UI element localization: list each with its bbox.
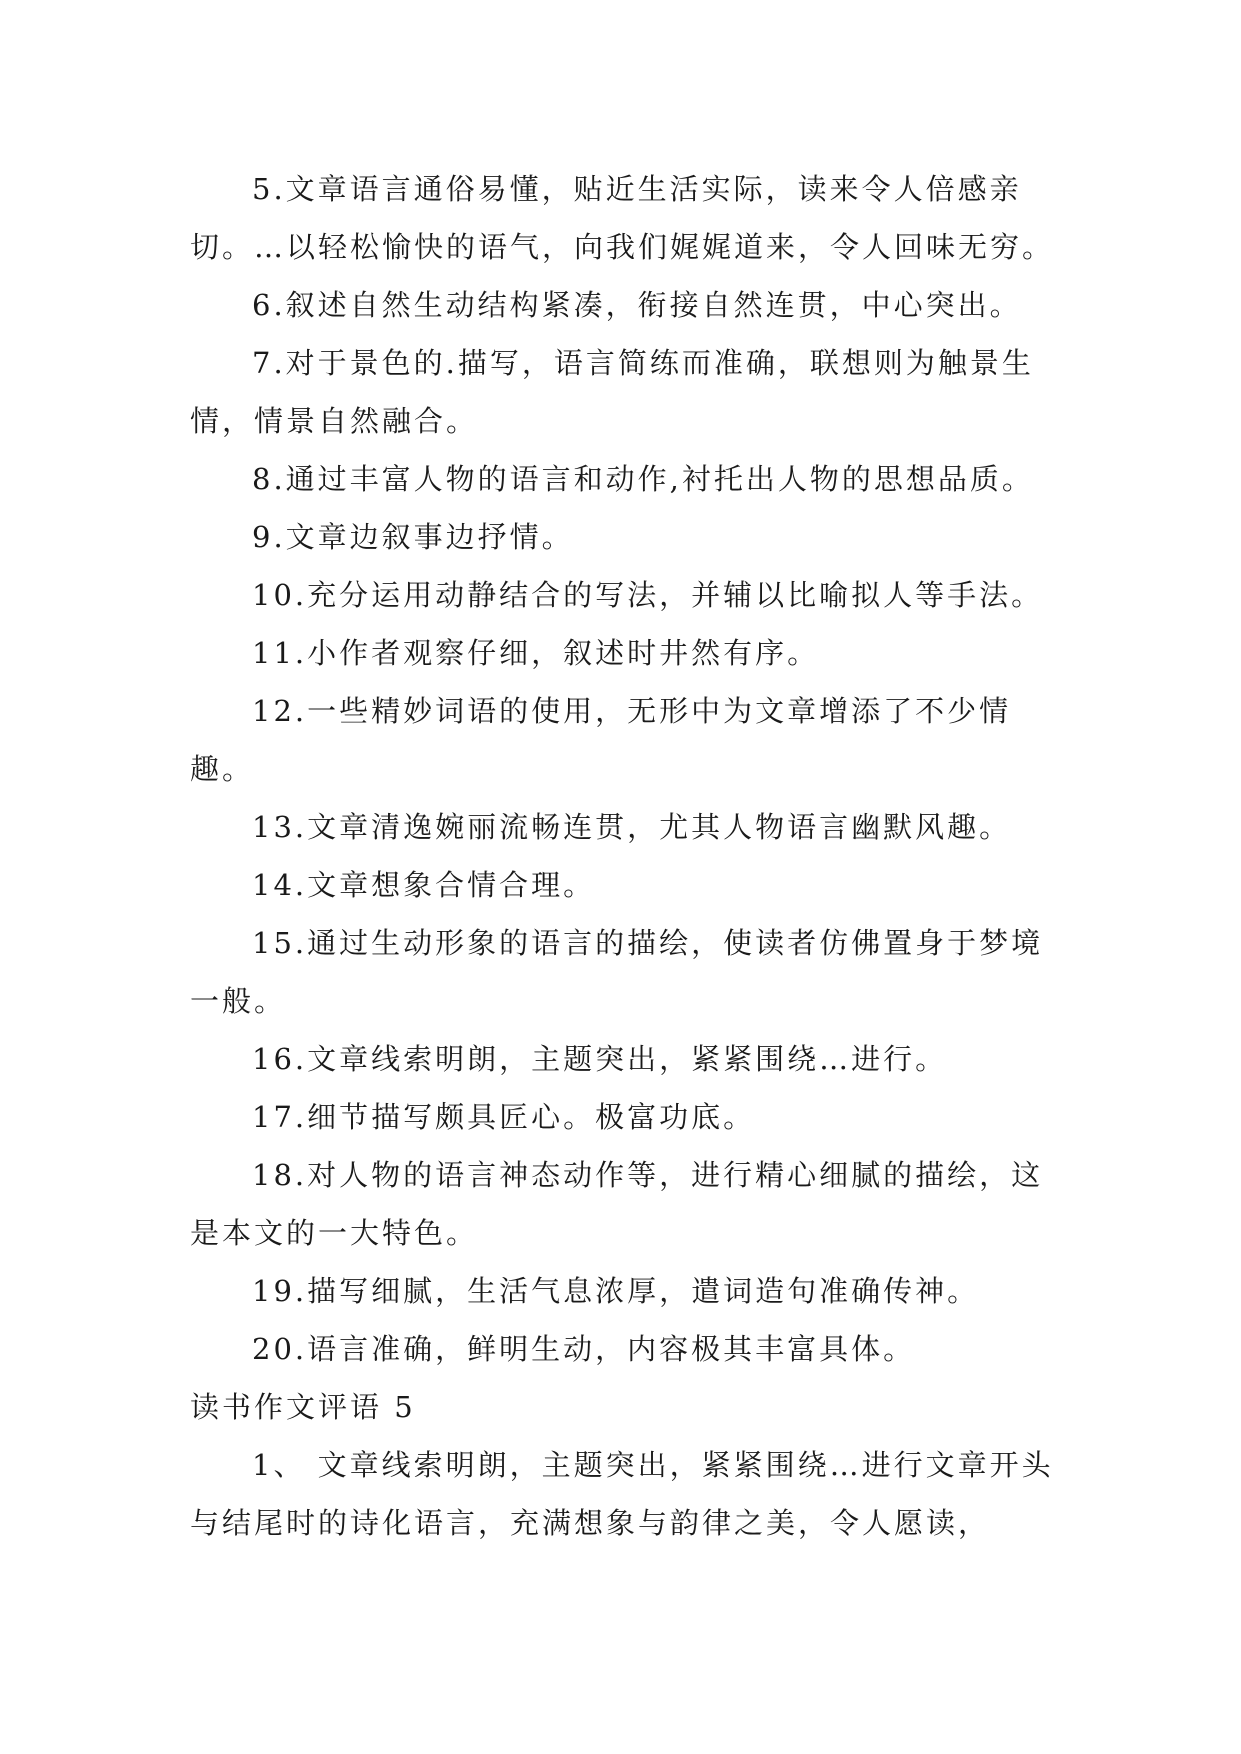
paragraph-6: 6.叙述自然生动结构紧凑，衔接自然连贯，中心突出。 (252, 288, 1022, 322)
paragraph-7: 7.对于景色的.描写，语言简练而准确，联想则为触景生情，情景自然融合。 (190, 346, 1034, 438)
paragraph-19: 19.描写细腻，生活气息浓厚，遣词造句准确传神。 (252, 1274, 980, 1308)
paragraph-15: 15.通过生动形象的语言的描绘，使读者仿佛置身于梦境一般。 (190, 926, 1044, 1018)
paragraph-18: 18.对人物的语言神态动作等，进行精心细腻的描绘，这是本文的一大特色。 (190, 1158, 1044, 1250)
paragraph-16: 16.文章线索明朗，主题突出，紧紧围绕…进行。 (252, 1042, 948, 1076)
paragraph-section-1: 1、 文章线索明朗，主题突出，紧紧围绕…进行文章开头与结尾时的诗化语言，充满想象与韵律之美，令人愿读， (190, 1448, 1054, 1540)
paragraph-8: 8.通过丰富人物的语言和动作,衬托出人物的思想品质。 (252, 462, 1034, 496)
paragraph-17: 17.细节描写颇具匠心。极富功底。 (252, 1100, 756, 1134)
paragraph-20: 20.语言准确，鲜明生动，内容极其丰富具体。 (252, 1332, 916, 1366)
section-heading: 读书作文评语 5 (190, 1390, 416, 1424)
paragraph-14: 14.文章想象合情合理。 (252, 868, 596, 902)
paragraph-11: 11.小作者观察仔细，叙述时井然有序。 (252, 636, 820, 670)
document-body (190, 160, 1060, 1552)
paragraph-10: 10.充分运用动静结合的写法，并辅以比喻拟人等手法。 (252, 578, 1044, 612)
paragraph-5: 5.文章语言通俗易懂，贴近生活实际，读来令人倍感亲切。…以轻松愉快的语气，向我们娓娓道来，令人回味无穷。 (190, 172, 1055, 264)
paragraph-12: 12.一些精妙词语的使用，无形中为文章增添了不少情趣。 (190, 694, 1012, 786)
paragraph-13: 13.文章清逸婉丽流畅连贯，尤其人物语言幽默风趣。 (252, 810, 1012, 844)
paragraph-9: 9.文章边叙事边抒情。 (252, 520, 574, 554)
